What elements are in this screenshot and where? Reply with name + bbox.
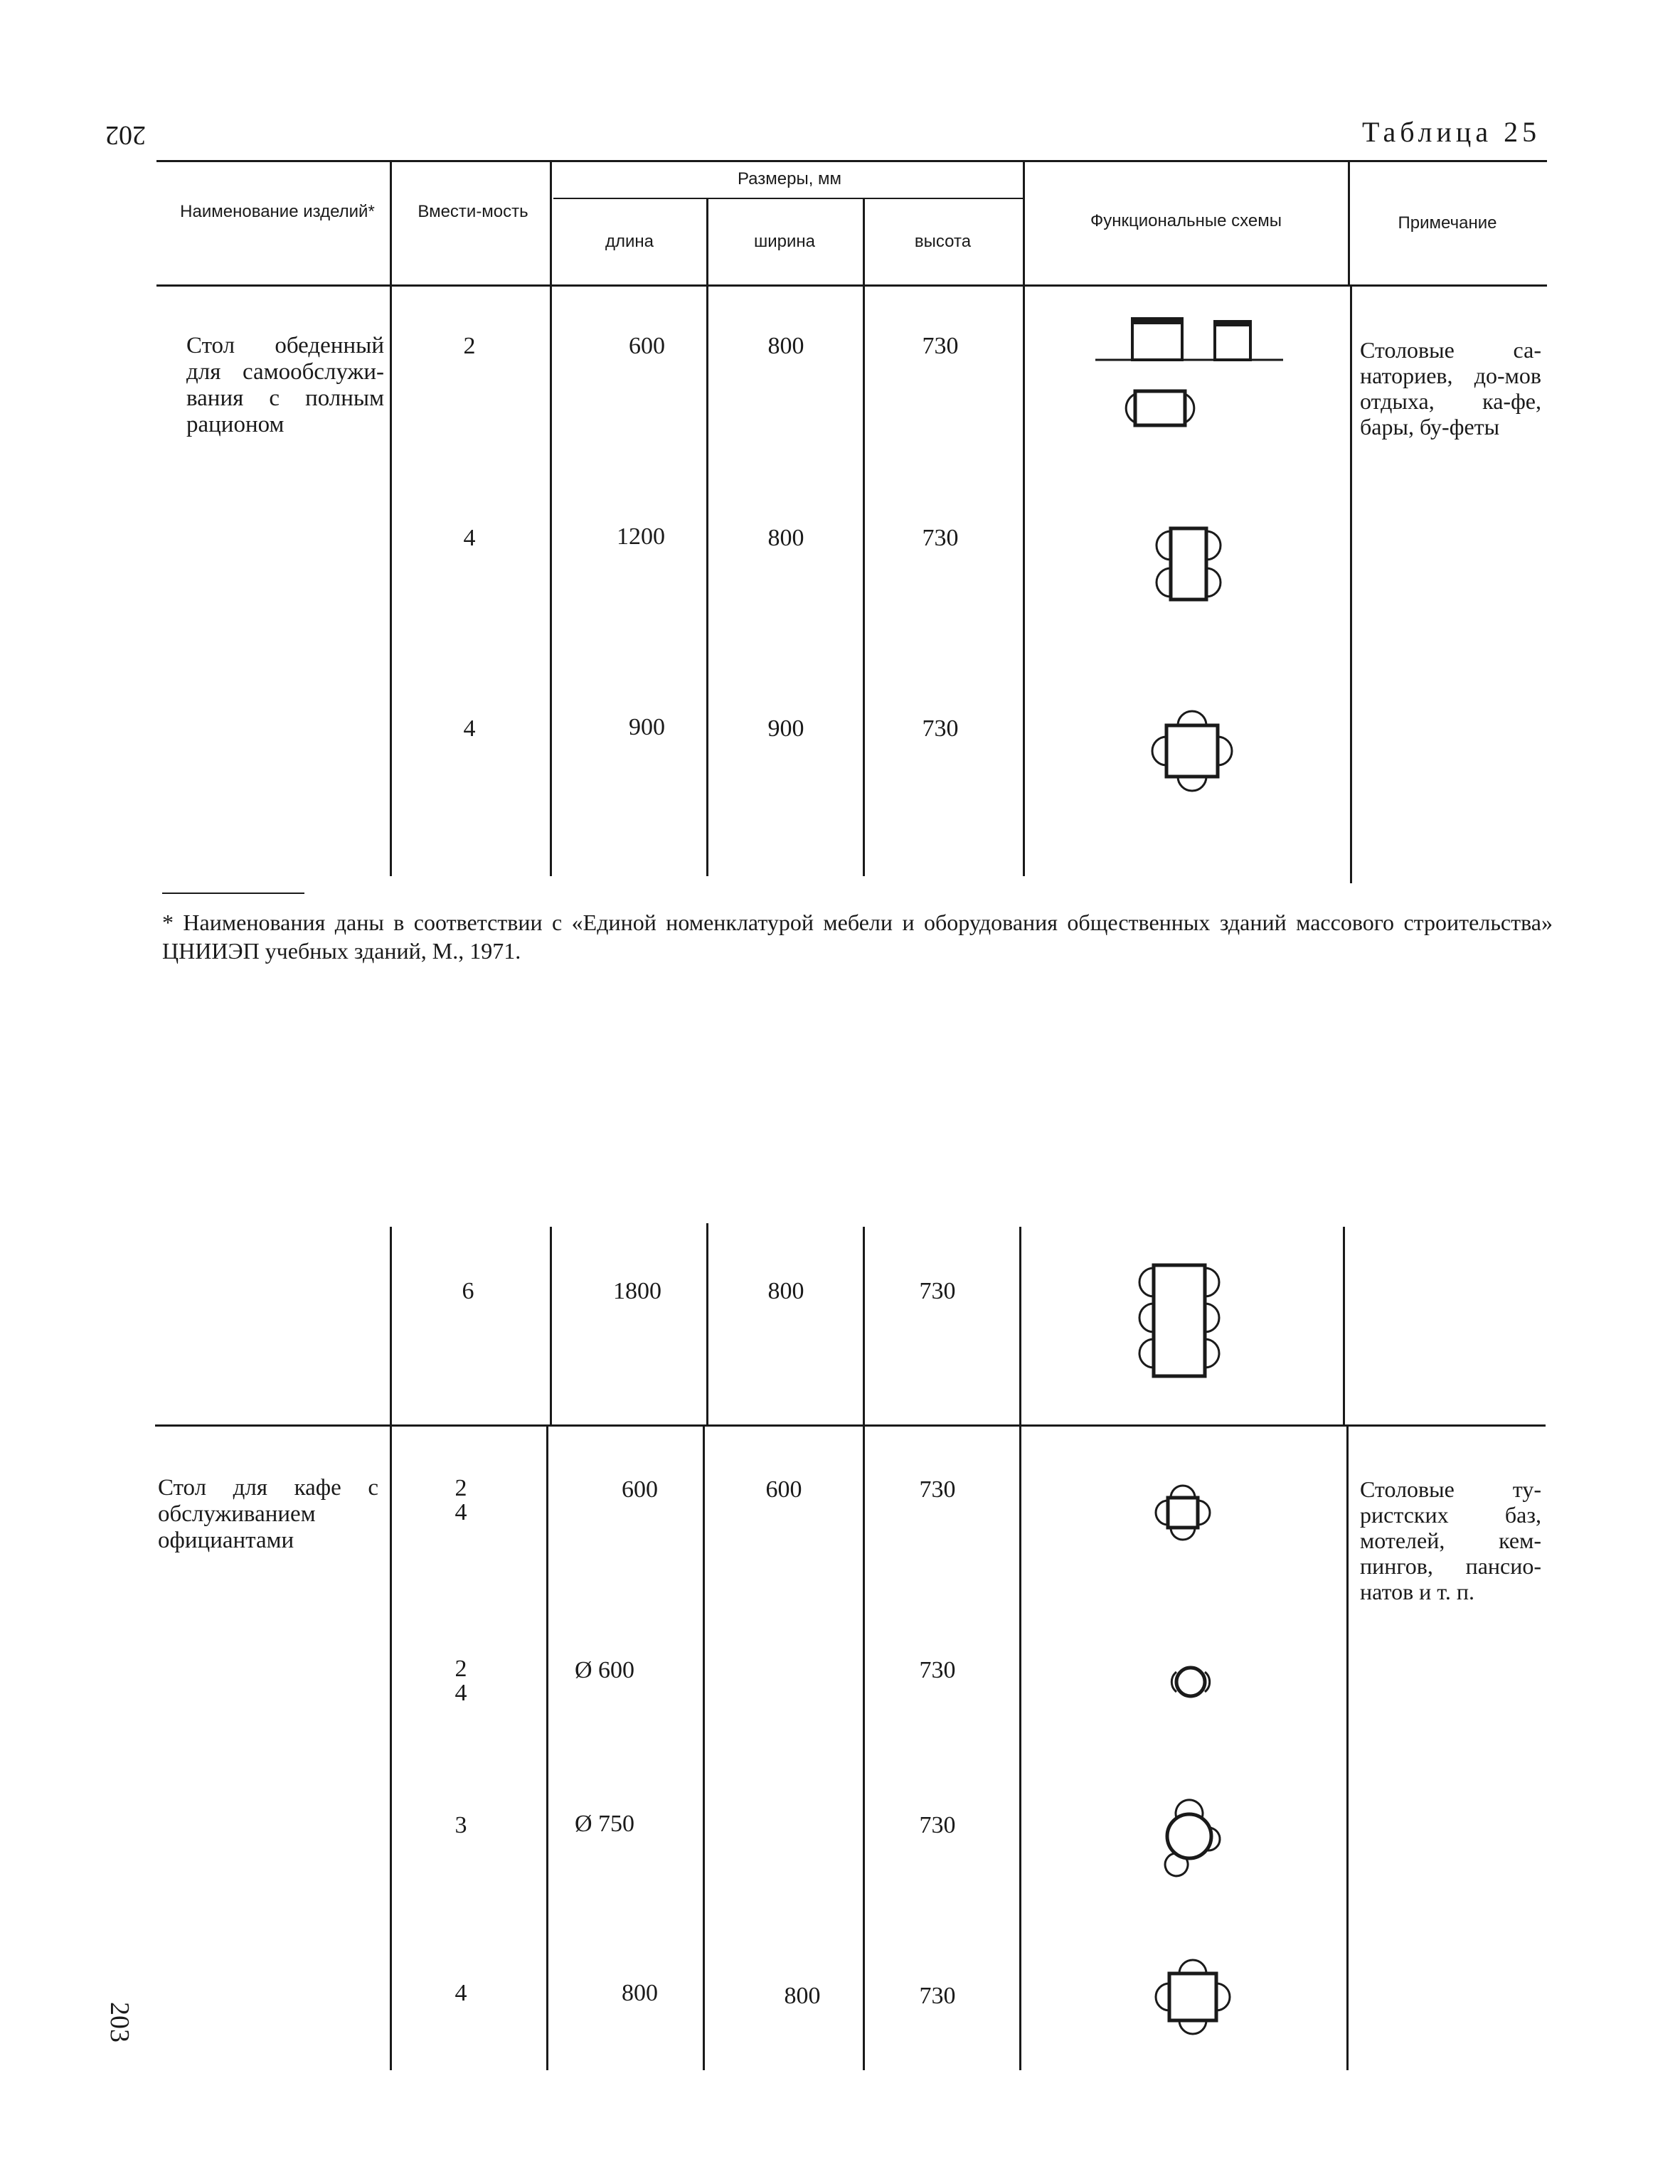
section1-name: Стол обеденный для самообслужи-вания с полным рационом bbox=[186, 333, 384, 437]
row1-width: 800 bbox=[767, 333, 804, 359]
header-divider bbox=[550, 162, 552, 284]
row8-length: 800 bbox=[622, 1980, 658, 2006]
row6-capacity-a: 2 bbox=[454, 1656, 467, 1682]
header-name: Наименование изделий* bbox=[180, 202, 375, 221]
row8-width: 800 bbox=[784, 1983, 821, 2009]
row2-capacity: 4 bbox=[463, 525, 476, 551]
table-6-seats-icon bbox=[1125, 1262, 1232, 1383]
header-note: Примечание bbox=[1398, 213, 1497, 233]
small-square-table-icon bbox=[1138, 1472, 1238, 1557]
header-divider bbox=[390, 162, 392, 284]
section-separator bbox=[155, 1424, 1546, 1427]
header-divider bbox=[1023, 162, 1025, 284]
row1-length: 600 bbox=[629, 333, 665, 359]
column-divider bbox=[1346, 1427, 1349, 2070]
row4-height: 730 bbox=[919, 1278, 956, 1304]
header-height: высота bbox=[914, 232, 972, 251]
column-divider bbox=[863, 1427, 865, 2070]
row6-height: 730 bbox=[919, 1657, 956, 1683]
footnote-rule bbox=[162, 893, 304, 894]
header-schemes: Функциональные схемы bbox=[1090, 211, 1282, 230]
row4-length: 1800 bbox=[613, 1278, 661, 1304]
column-divider bbox=[706, 1223, 708, 1426]
row4-width: 800 bbox=[767, 1278, 804, 1304]
row4-capacity: 6 bbox=[462, 1278, 474, 1304]
table-2-seats-icon bbox=[1095, 313, 1294, 434]
column-divider bbox=[1350, 286, 1352, 883]
header-dimensions: Размеры, мм bbox=[737, 169, 842, 188]
column-divider bbox=[703, 1427, 705, 2070]
column-divider bbox=[1343, 1227, 1345, 1426]
column-divider bbox=[1023, 286, 1025, 876]
header-bottom-rule bbox=[156, 284, 1547, 287]
column-divider bbox=[1019, 1227, 1021, 1426]
table-top-rule bbox=[156, 160, 1547, 162]
table-caption: Таблица 25 bbox=[1362, 116, 1541, 148]
column-divider bbox=[390, 1427, 392, 2070]
column-divider bbox=[550, 1227, 552, 1426]
page-number-top: 202 bbox=[105, 120, 146, 150]
column-divider bbox=[390, 286, 392, 876]
header-divider bbox=[1348, 162, 1350, 284]
round-table-2-seats-icon bbox=[1145, 1653, 1238, 1710]
row5-height: 730 bbox=[919, 1476, 956, 1503]
header-capacity: Вмести-мость bbox=[418, 202, 528, 221]
row7-capacity: 3 bbox=[454, 1812, 467, 1838]
row7-length: Ø 750 bbox=[575, 1811, 635, 1837]
row1-height: 730 bbox=[922, 333, 959, 359]
row2-width: 800 bbox=[767, 525, 804, 551]
row7-height: 730 bbox=[919, 1812, 956, 1838]
row2-height: 730 bbox=[922, 525, 959, 551]
column-divider bbox=[706, 286, 708, 876]
column-divider bbox=[1019, 1427, 1021, 2070]
dimensions-subrule bbox=[553, 198, 1023, 199]
row5-capacity-a: 2 bbox=[454, 1475, 467, 1501]
row2-length: 1200 bbox=[617, 523, 665, 550]
row5-width: 600 bbox=[765, 1476, 802, 1503]
row3-capacity: 4 bbox=[463, 715, 476, 742]
header-width: ширина bbox=[753, 232, 815, 251]
section2-note: Столовые ту-ристских баз, мотелей, кем-пингов, пансио-натов и т. п. bbox=[1360, 1476, 1541, 1604]
square-table-4-seats-icon bbox=[1139, 1945, 1246, 2052]
row8-capacity: 4 bbox=[454, 1980, 467, 2006]
header-divider bbox=[863, 199, 865, 284]
column-divider bbox=[550, 286, 552, 876]
row6-capacity-b: 4 bbox=[454, 1680, 467, 1706]
footnote: * Наименования даны в соответствии с «Единой номенклатурой мебели и оборудования общественных зданий массового строительства» ЦНИИЭП учебных зданий, М., 1971. bbox=[162, 910, 1553, 964]
row5-length: 600 bbox=[622, 1476, 658, 1503]
row1-capacity: 2 bbox=[463, 333, 476, 359]
column-divider bbox=[863, 286, 865, 876]
round-table-3-seats-icon bbox=[1145, 1785, 1245, 1885]
row8-height: 730 bbox=[919, 1983, 956, 2009]
row6-length: Ø 600 bbox=[575, 1657, 635, 1683]
header-divider bbox=[706, 199, 708, 284]
column-divider bbox=[390, 1227, 392, 1426]
row3-height: 730 bbox=[922, 715, 959, 742]
section1-note: Столовые са-наториев, до-мов отдыха, ка-фе, бары, бу-феты bbox=[1360, 337, 1541, 440]
column-divider bbox=[546, 1427, 548, 2070]
page-number-bottom: 203 bbox=[105, 2002, 134, 2042]
section2-name: Стол для кафе с обслуживанием официантами bbox=[158, 1475, 378, 1553]
column-divider bbox=[863, 1227, 865, 1426]
table-4-seats-square-icon bbox=[1138, 701, 1252, 814]
row3-length: 900 bbox=[629, 714, 665, 740]
row5-capacity-b: 4 bbox=[454, 1499, 467, 1525]
header-length: длина bbox=[605, 232, 654, 251]
table-4-seats-long-icon bbox=[1145, 523, 1238, 608]
row3-width: 900 bbox=[767, 715, 804, 742]
